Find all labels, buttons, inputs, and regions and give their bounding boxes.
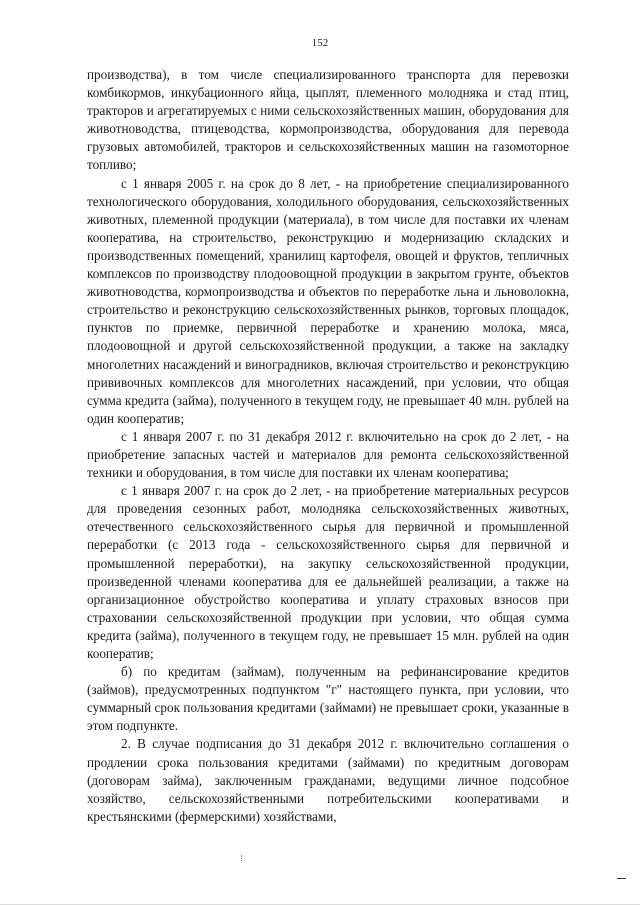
paragraph-2007-2012-term: с 1 января 2007 г. по 31 декабря 2012 г. включительно на срок до 2 лет, - на приобретение запасных частей и материалов для ремонта сельскохозяйственной техники и оборудования, в том числе для поставки их членам кооператива; [87, 428, 569, 481]
paragraph-continuation: производства), в том числе специализированного транспорта для перевозки комбикормов, инкубационного яйца, цыплят, племенного молодняка и стад птиц, тракторов и агрегатируемых с ними сельскохозяйственных машин, оборудования для животноводства, птицеводства, кормопроизводства, оборудования для перевода грузовых автомобилей, тракторов и сельскохозяйственных машин на газомоторное топливо; [87, 67, 569, 173]
paragraph-2005-term: с 1 января 2005 г. на срок до 8 лет, - на приобретение специализированного технологического оборудования, холодильного оборудования, сельскохозяйственных животных, племенной продукции (материала), в том числе для поставки их членам кооператива, на строительство, реконструкцию и модернизацию складских и производственных помещений, хранилищ картофеля, овощей и фруктов, тепличных комплексов по производству плодоовощной продукции в закрытом грунте, объектов животноводства, кормопроизводства и объектов по переработке льна и льноволокна, строительство и реконструкцию сельскохозяйственных рынков, торговых площадок, пунктов по приемке, первичной переработке и хранению молока, мяса, плодоовощной и другой сельскохозяйственной продукции, а также на закладку многолетних насаждений и виноградников, включая строительство и реконструкцию прививочных комплексов для многолетних насаждений, при условии, что общая сумма кредита (займа), полученного в текущем году, не превышает 40 млн. рублей на один кооператив; [87, 175, 569, 426]
scan-speck [241, 855, 244, 861]
paragraph-point-2: 2. В случае подписания до 31 декабря 2012 г. включительно соглашения о продлении срока пользования кредитами (займами) по кредитным договорам (договорам займа), заключенным гражданами, ведущими личное подсобное хозяйство, сельскохозяйственными потребительскими кооперативами и крестьянскими (фермерскими) хозяйствами, [87, 736, 569, 824]
paragraph-subpoint-b: б) по кредитам (займам), полученным на рефинансирование кредитов (займов), предусмотренных подпунктом "г" настоящего пункта, при условии, что суммарный срок пользования кредитами (займами) не превышает сроки, указанные в этом подпункте. [87, 664, 569, 734]
document-body [87, 66, 569, 826]
paragraph-2007-term: с 1 января 2007 г. на срок до 2 лет, - на приобретение материальных ресурсов для проведения сезонных работ, молодняка сельскохозяйственных животных, отечественного сельскохозяйственного сырья для первичной и промышленной переработки (с 2013 года - сельскохозяйственного сырья для первичной и промышленной переработки), на закупку сельскохозяйственной продукции, произведенной членами кооператива для ее дальнейшей реализации, а также на организационное обустройство кооператива и уплату страховых взносов при страховании сельскохозяйственной продукции при условии, что общая сумма кредита (займа), полученного в текущем году, не превышает 15 млн. рублей на один кооператив; [87, 483, 569, 661]
corner-mark [617, 878, 626, 879]
page-number: 152 [311, 37, 329, 49]
